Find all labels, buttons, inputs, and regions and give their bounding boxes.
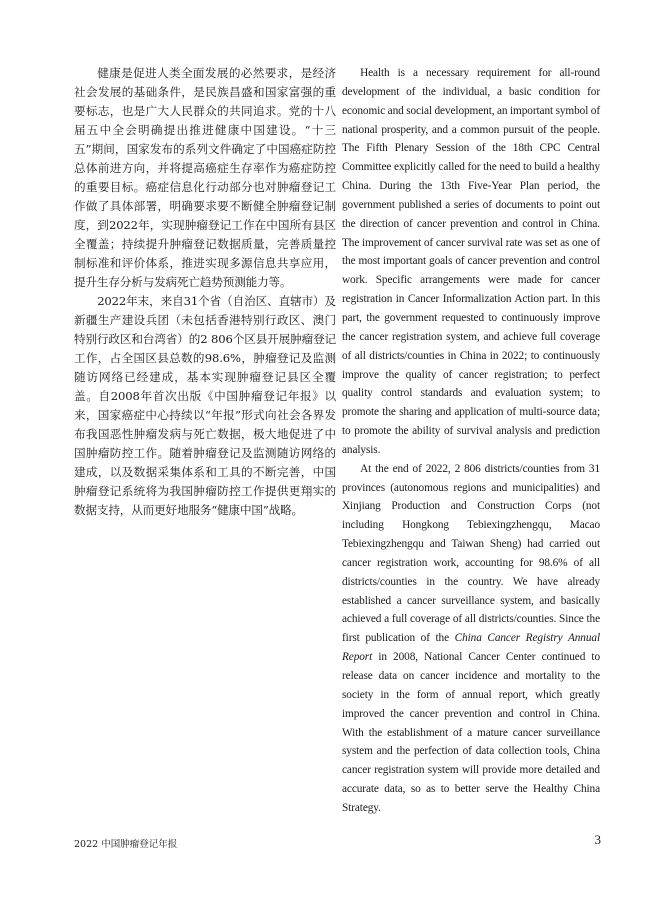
chinese-paragraph-1: 健康是促进人类全面发展的必然要求，是经济社会发展的基础条件，是民族昌盛和国家富强的重要标志，也是广大人民群众的共同追求。党的十八届五中全会明确提出推进健康中国建设。“十三五”期间，国家发布的系列文件确定了中国癌症防控总体前进方向，并将提高癌症生存率作为癌症防控的重要目标。癌症信息化行动部分也对肿瘤登记工作做了具体部署，明确要求要不断健全肿瘤登记制度，到2022年，实现肿瘤登记工作在中国所有县区全覆盖；持续提升肿瘤登记数据质量，完善质量控制标准和评价体系，推进实现多源信息共享应用，提升生存分析与发病死亡趋势预测能力等。 [74, 66, 336, 289]
chinese-column [74, 64, 336, 520]
english-paragraph-2-part-1: At the end of 2022, 2 806 districts/counties from 31 provinces (autonomous regions and municipalities) and Xinjiang Production and Construction Corps (not including Hongkong Tebiexingzhengqu, Macao Tebiexingzhengqu and Taiwan Sheng) had carried out cancer registration work, accounting for 98.6% of all districts/counties in the country. We have already established a cancer surveillance system, and basically achieved a full coverage of all districts/counties. Since the first publication of the [342, 462, 600, 645]
english-column [342, 64, 600, 818]
annual-report-title: China Cancer Registry Annual Report [342, 632, 600, 664]
page-number: 3 [594, 832, 601, 847]
english-paragraph-1: Health is a necessary requirement for all-round development of the individual, a basic condition for economic and social development, an important symbol of national prosperity, and a common pursuit of the people. The Fifth Plenary Session of the 18th CPC Central Committee explicitly called for the need to build a healthy China. During the 13th Five-Year Plan period, the government published a series of documents to point out the direction of cancer prevention and control in China. The improvement of cancer survival rate was set as one of the most important goals of cancer prevention and control work. Specific arrangements were made for cancer registration in Cancer Informalization Action part. In this part, the government requested to continuously improve the cancer registration system, and achieve full coverage of all districts/counties in China in 2022; to continuously improve the quality of cancer registration; to perfect quality control standards and evaluation system; to promote the sharing and application of multi-source data; to promote the ability of survival analysis and prediction analysis. [342, 67, 600, 456]
english-paragraph-2-part-2: in 2008, National Cancer Center continued to release data on cancer incidence and mortality to the society in the form of annual report, which greatly improved the cancer prevention and control in China. With the establishment of a mature cancer surveillance system and the perfection of data collection tools, China cancer registration system will provide more detailed and accurate data, so as to better serve the Healthy China Strategy. [342, 651, 600, 814]
chinese-paragraph-2: 2022年末，来自31个省（自治区、直辖市）及新疆生产建设兵团（未包括香港特别行政区、澳门特别行政区和台湾省）的2 806个区县开展肿瘤登记工作，占全国区县总数的98.6%，肿瘤登记及监测随访网络已经建成，基本实现肿瘤登记县区全覆盖。自2008年首次出版《中国肿瘤登记年报》以来，国家癌症中心持续以“年报”形式向社会各界发布我国恶性肿瘤发病与死亡数据，极大地促进了中国肿瘤防控工作。随着肿瘤登记及监测随访网络的建成，以及数据采集体系和工具的不断完善，中国肿瘤登记系统将为我国肿瘤防控工作提供更翔实的数据支持，从而更好地服务“健康中国”战略。 [74, 294, 336, 517]
footer-title: 2022 中国肿瘤登记年报 [74, 839, 178, 850]
english-paragraph-2 [342, 460, 600, 818]
